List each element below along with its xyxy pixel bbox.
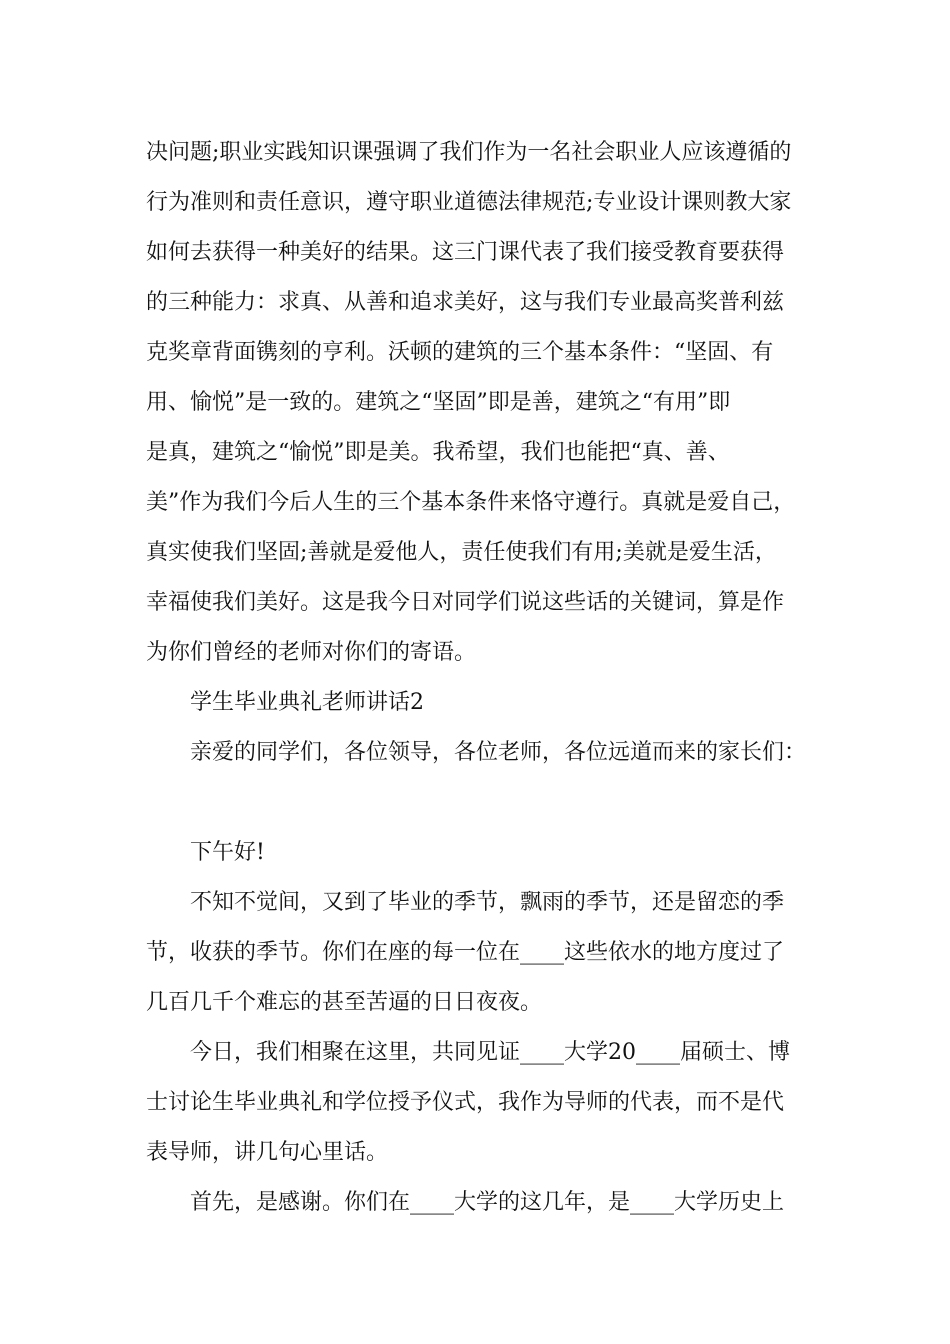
text-line: 行为准则和责任意识，遵守职业道德法律规范;专业设计课则教大家: [146, 190, 792, 215]
greeting-line: 亲爱的同学们，各位领导，各位老师，各位远道而来的家长们：: [190, 740, 807, 765]
text-line: 首先，是感谢。你们在____大学的这几年，是____大学历史上: [190, 1190, 785, 1215]
document-body: [146, 128, 836, 1228]
text-line: 幸福使我们美好。这是我今日对同学们说这些话的关键词，算是作: [146, 590, 785, 615]
text-line: 美”作为我们今后人生的三个基本条件来恪守遵行。真就是爱自己，: [146, 490, 796, 515]
text-line: 的三种能力：求真、从善和追求美好，这与我们专业最高奖普利兹: [146, 290, 785, 315]
blank-gap: [146, 778, 836, 828]
text-line: 是真，建筑之“愉悦”即是美。我希望，我们也能把“真、善、: [146, 440, 730, 465]
section-heading: 学生毕业典礼老师讲话2: [190, 690, 424, 715]
text-line: 表导师，讲几句心里话。: [146, 1140, 389, 1165]
text-line: 为你们曾经的老师对你们的寄语。: [146, 640, 477, 665]
text-line: 克奖章背面镌刻的亨利。沃顿的建筑的三个基本条件：“坚固、有: [146, 340, 774, 365]
text-line: 下午好!: [190, 840, 265, 865]
text-line: 几百几千个难忘的甚至苦逼的日日夜夜。: [146, 990, 543, 1015]
text-line: 今日，我们相聚在这里，共同见证____大学20____届硕士、博: [190, 1040, 790, 1065]
text-line: 不知不觉间，又到了毕业的季节，飘雨的季节，还是留恋的季: [190, 890, 785, 915]
text-line: 用、愉悦”是一致的。建筑之“坚固”即是善，建筑之“有用”即: [146, 390, 731, 415]
text-line: 节，收获的季节。你们在座的每一位在____这些依水的地方度过了: [146, 940, 785, 965]
text-line: 真实使我们坚固;善就是爱他人，责任使我们有用;美就是爱生活，: [146, 540, 777, 565]
text-line: 士讨论生毕业典礼和学位授予仪式，我作为导师的代表，而不是代: [146, 1090, 785, 1115]
text-line: 决问题;职业实践知识课强调了我们作为一名社会职业人应该遵循的: [146, 140, 792, 165]
text-line: 如何去获得一种美好的结果。这三门课代表了我们接受教育要获得: [146, 240, 785, 265]
